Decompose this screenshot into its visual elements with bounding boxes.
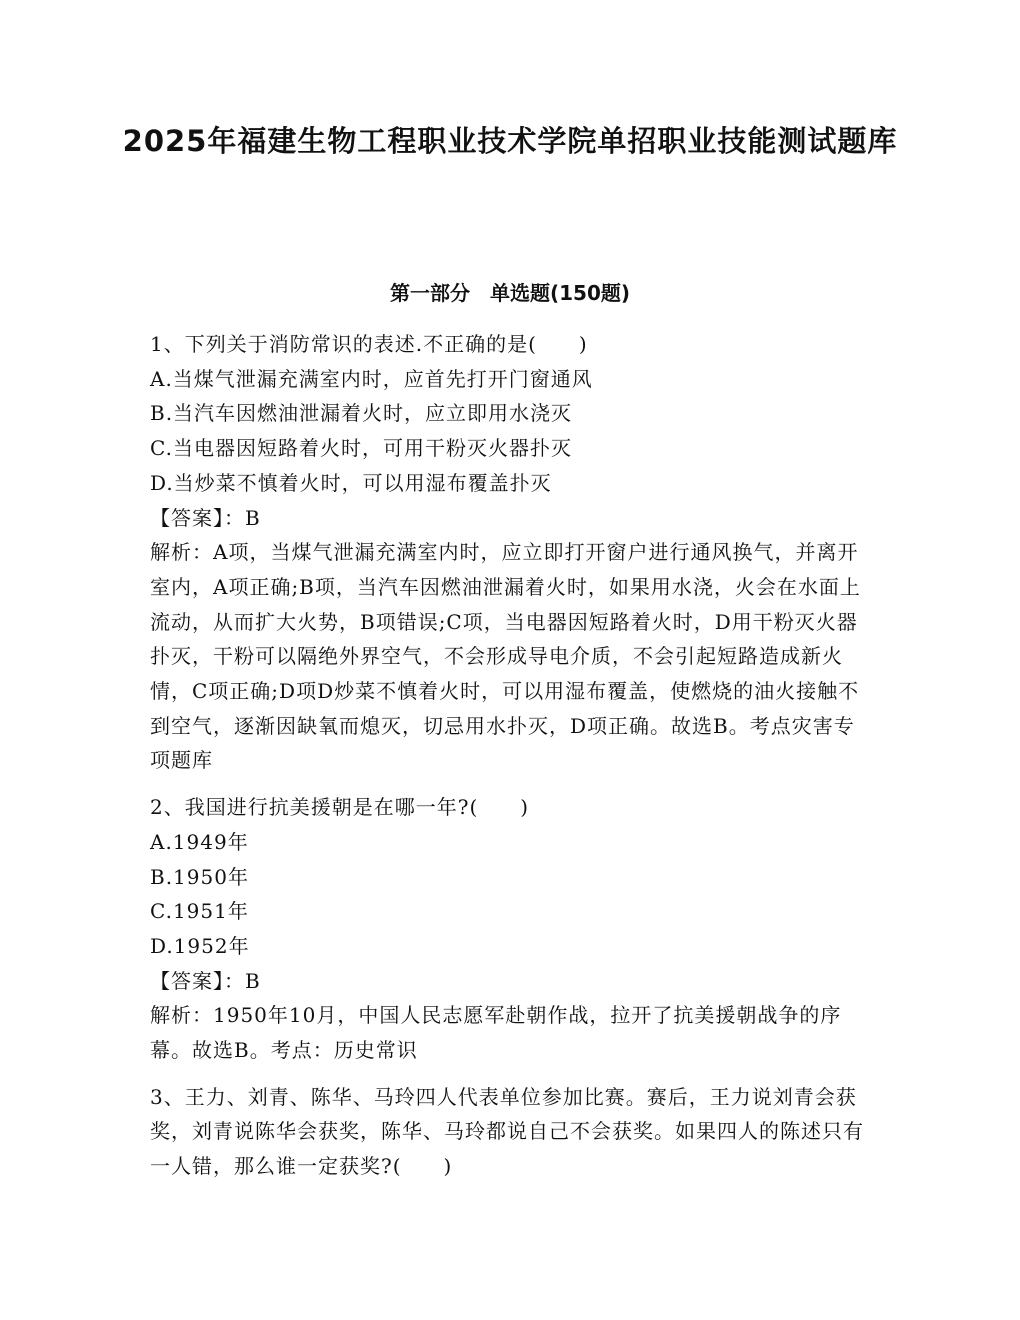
option-c: C.当电器因短路着火时，可用干粉灭火器扑灭: [150, 436, 572, 461]
question-2: [150, 790, 872, 1068]
question-list: [150, 327, 872, 1196]
option-c: C.1951年: [150, 899, 249, 924]
question-stem: 3、王力、刘青、陈华、马玲四人代表单位参加比赛。赛后，王力说刘青会获奖，刘青说陈华会获奖，陈华、马玲都说自己不会获奖。如果四人的陈述只有一人错，那么谁一定获奖?( ): [150, 1084, 864, 1179]
section-heading: 第一部分 单选题(150题): [389, 281, 631, 305]
option-b: B.当汽车因燃油泄漏着火时，应立即用水浇灭: [150, 401, 573, 426]
option-d: D.当炒菜不慎着火时，可以用湿布覆盖扑灭: [150, 470, 552, 495]
answer: 【答案】：B: [150, 968, 261, 993]
analysis: 解析：A项，当煤气泄漏充满室内时，应立即打开窗户进行通风换气，并离开室内，A项正确;B项，当汽车因燃油泄漏着火时，如果用水浇，火会在水面上流动，从而扩大火势，B项错误;C项，当电器因短路着火时，D用干粉灭火器扑灭，干粉可以隔绝外界空气，不会形成导电介质，不会引起短路造成新火情，C项正确;D项D炒菜不慎着火时，可以用湿布覆盖，使燃烧的油火接触不到空气，逐渐因缺氧而熄灭，切忌用水扑灭，D项正确。故选B。考点灾害专项题库: [150, 540, 861, 773]
question-1: [150, 327, 872, 778]
document-title: 2025年福建生物工程职业技术学院单招职业技能测试题库: [122, 124, 898, 158]
option-a: A.1949年: [150, 829, 249, 854]
option-a: A.当煤气泄漏充满室内时，应首先打开门窗通风: [150, 366, 593, 391]
question-3: [150, 1080, 872, 1184]
answer: 【答案】：B: [150, 505, 261, 530]
option-d: D.1952年: [150, 933, 250, 958]
question-stem: 1、下列关于消防常识的表述.不正确的是( ): [150, 332, 588, 356]
question-stem: 2、我国进行抗美援朝是在哪一年?( ): [150, 795, 530, 820]
option-b: B.1950年: [150, 864, 249, 889]
analysis: 解析：1950年10月，中国人民志愿军赴朝作战，拉开了抗美援朝战争的序幕。故选B。考点：历史常识: [150, 1003, 842, 1063]
